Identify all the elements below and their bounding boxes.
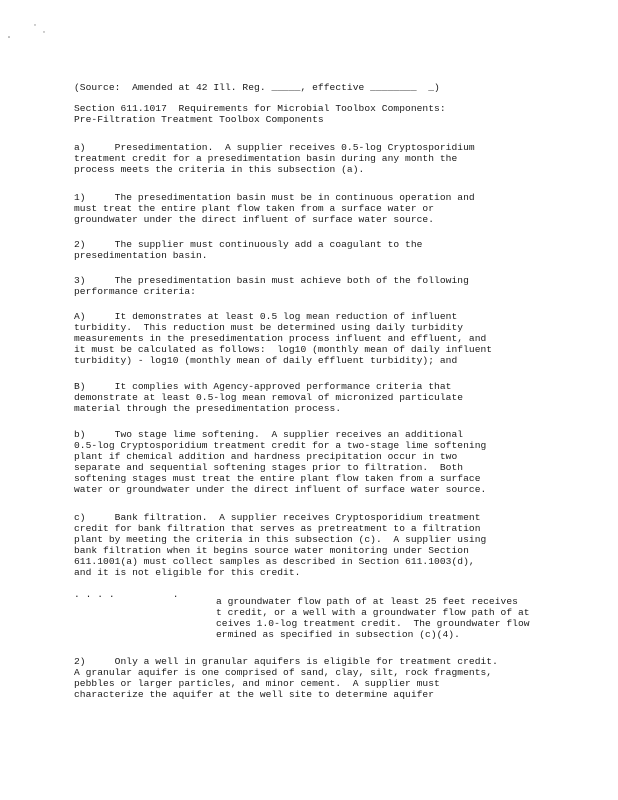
- para-c1-line: a groundwater flow path of at least 25 feet receives: [216, 596, 518, 607]
- para-c-line: 611.1001(a) must collect samples as described in Section 611.1003(d),: [74, 556, 475, 567]
- para-b-line: separate and sequential softening stages prior to filtration. Both: [74, 462, 464, 473]
- para-A-line: turbidity) - log10 (monthly mean of daily effluent turbidity); and: [74, 355, 458, 366]
- para-A-line: measurements in the presedimentation process influent and effluent, and: [74, 333, 487, 344]
- para-B-line: demonstrate at least 0.5-log mean removal of micronized particulate: [74, 392, 464, 403]
- source-line: (Source: Amended at 42 Ill. Reg. _____, effective ________ _): [74, 82, 440, 93]
- para-B-line: material through the presedimentation process.: [74, 403, 342, 414]
- para-c2-line: characterize the aquifer at the well site to determine aquifer: [74, 689, 435, 700]
- para-b-line: 0.5-log Cryptosporidium treatment credit for a two-stage lime softening: [74, 440, 487, 451]
- para-c2-line: 2) Only a well in granular aquifers is eligible for treatment credit.: [74, 656, 498, 667]
- para-c-line: bank filtration when it begins source water monitoring under Section: [74, 545, 469, 556]
- para-b-line: b) Two stage lime softening. A supplier receives an additional: [74, 429, 464, 440]
- para-c1-line: ermined as specified in subsection (c)(4).: [216, 629, 460, 640]
- para-B-line: B) It complies with Agency-approved performance criteria that: [74, 381, 452, 392]
- para-b-line: softening stages must treat the entire plant flow taken from a surface: [74, 473, 481, 484]
- section-title: Section 611.1017 Requirements for Microbial Toolbox Components:: [74, 103, 446, 114]
- para-c-line: credit for bank filtration that serves as pretreatment to a filtration: [74, 523, 481, 534]
- para-a-line: process meets the criteria in this subsection (a).: [74, 164, 365, 175]
- para-c-line: and it is not eligible for this credit.: [74, 567, 301, 578]
- scan-specks: [0, 0, 60, 45]
- para-a-line: treatment credit for a presedimentation basin during any month the: [74, 153, 458, 164]
- para-c2-line: pebbles or larger particles, and minor cement. A supplier must: [74, 678, 440, 689]
- para-c1-lead: . . . . .: [74, 589, 179, 600]
- para-b-line: water or groundwater under the direct influent of surface water source.: [74, 484, 487, 495]
- para-a1-line: groundwater under the direct influent of surface water source.: [74, 214, 435, 225]
- para-a2-line: 2) The supplier must continuously add a coagulant to the: [74, 239, 423, 250]
- para-b-line: plant if chemical addition and hardness precipitation occur in two: [74, 451, 458, 462]
- para-a3-line: 3) The presedimentation basin must achieve both of the following: [74, 275, 469, 286]
- para-c1-line: ceives 1.0-log treatment credit. The groundwater flow: [216, 618, 530, 629]
- para-a3-line: performance criteria:: [74, 286, 196, 297]
- para-a-line: a) Presedimentation. A supplier receives 0.5-log Cryptosporidium: [74, 142, 475, 153]
- para-c-line: c) Bank filtration. A supplier receives Cryptosporidium treatment: [74, 512, 481, 523]
- para-a2-line: presedimentation basin.: [74, 250, 208, 261]
- para-c1-line: t credit, or a well with a groundwater flow path of at: [216, 607, 530, 618]
- para-c-line: plant by meeting the criteria in this subsection (c). A supplier using: [74, 534, 487, 545]
- para-A-line: it must be calculated as follows: log10 (monthly mean of daily influent: [74, 344, 493, 355]
- para-c2-line: A granular aquifer is one comprised of sand, clay, silt, rock fragments,: [74, 667, 493, 678]
- para-A-line: A) It demonstrates at least 0.5 log mean reduction of influent: [74, 311, 458, 322]
- para-a1-line: must treat the entire plant flow taken from a surface water or: [74, 203, 435, 214]
- para-A-line: turbidity. This reduction must be determined using daily turbidity: [74, 322, 464, 333]
- para-a1-line: 1) The presedimentation basin must be in continuous operation and: [74, 192, 475, 203]
- section-subtitle: Pre-Filtration Treatment Toolbox Components: [74, 114, 324, 125]
